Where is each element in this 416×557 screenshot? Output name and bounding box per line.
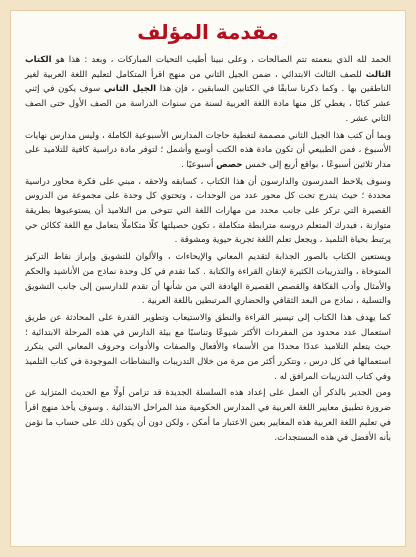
paragraph <box>25 250 391 309</box>
paragraph-text: للصف الثالث الابتدائي ، ضمن الجيل الثاني من منهج اقرأ المتكامل لتعليم اللغة العربية لغير الناطقين بها . وكما ذكرنا سابقًا في الكتابين السابقين ، فإن هذا <box>25 69 392 95</box>
highlighted-term: حصص <box>216 159 243 170</box>
paragraph-text: سوف يكون في إثني عشر كتابًا ، يغطي كل منها مادة اللغة العربية لسنة من سنوات الدراسة من الصف الأول حتى الصف الثاني عشر . <box>25 84 391 124</box>
paragraph <box>25 175 391 249</box>
page-title: مقدمة المؤلف <box>137 20 279 44</box>
highlighted-term: الجيل الثاني <box>103 84 157 95</box>
paragraph <box>25 53 391 127</box>
book-page <box>10 10 406 547</box>
paragraph-text: وبما أن كتب هذا الجيل الثاني مصممة لتغطية حاجات المدارس الأسبوعية الكاملة ، وليس مدارس نهايات الأسبوع ، فمن الطبيعي أن تكون مادة هذه الكتب أوسع وأشمل ؛ لتوفر مادة دراسية كافية للتلاميذ على مدار ثلاثين أسبوعًا ، بواقع أربع إلى خمس <box>25 130 391 170</box>
paragraph-text: كما يهدف هذا الكتاب إلى تيسير القراءة والنطق والاستيعاب وتطوير القدرة على المحادثة عن طريق استعمال عدد محدود من المفردات الأكثر شيوعًا وتناسبًا مع بيئة الدارس في هذه المرحلة الابتدائية ؛ حيث يتعلم التلاميذ عددًا محددًا من الأسماء والأفعال والصفات والأدوات وحروف المعاني التي يتكرر استعمالها في كل درس ، وتتكرر أكثر من مرة من خلال التدريبات والنشاطات الموجودة في كتاب التلميذ وفي كتاب التدريبات المرافق له . <box>25 312 391 382</box>
paragraph-text: ومن الجدير بالذكر أن العمل على إعداد هذه السلسلة الجديدة قد تزامن أولًا مع الحديث المتزايد عن ضرورة تطبيق معايير اللغة العربية في المدارس الحكومية منذ المراحل الابتدائية . وسوف يأخذ منهج اقرأ في تعليم اللغة العربية هذه المعايير بعين الاعتبار ما أمكن ، ولكن دون أن يكون ذلك على حساب ما نؤمن بأنه الأفضل في هذه المستجدات. <box>25 388 391 443</box>
paragraph <box>25 311 391 385</box>
paragraph-text: ويستعين الكتاب بالصور الجذابة لتقديم المعاني والإيحاءات ، والألوان للتشويق وإبراز نقاط التركيز المتوخاة ، والتدريبات الكثيرة لإتقان القراءة والكتابة . كما تقدم في كل وحدة نماذج من الأناشيد والحكم والأمثال وأدب الفكاهة والقصص القصيرة الهادفة التي من شأنها أن تقدم للدارسين إلى جانب التشويق والتسلية ، نماذج من البعد الثقافي والحضاري المرتبطين باللغة العربية . <box>25 252 391 307</box>
highlighted-term: الكتاب الثالث <box>25 55 391 80</box>
paragraph-text: أسبوعيًا . <box>180 159 217 170</box>
paragraph-text: الحمد لله الذي بنعمته تتم الصالحات ، وعلى نبينا أطيب التحيات المباركات ، وبعد : هذا هو <box>51 55 391 65</box>
paragraph <box>25 386 391 445</box>
paragraph-text: وسوف يلاحظ المدرسون والدارسون أن هذا الكتاب ، كسابقه ولاحقه ، مبني على فكرة محاور دراسية محددة ؛ حيث يتدرج تحت كل محور عدد من الوحدات ، وتحتوي كل وحدة على مجموعة من الدروس القصيرة التي تركز على جانب محدد من مهارات اللغة التي تتوخى من التلاميذ أن يستوعبوها بطريقة متوازنة ، فيدرك المتعلم دروسه مترابطة متكاملة ، تكون حصيلتها كلًا متكاملًا يتعامل مع اللغة ككائن حي يرتبط بحياة التلميذ ، ويجعل تعلم اللغة تجربة حيوية ومشوقة . <box>25 176 391 246</box>
body-text <box>25 53 391 445</box>
paragraph <box>25 129 391 173</box>
